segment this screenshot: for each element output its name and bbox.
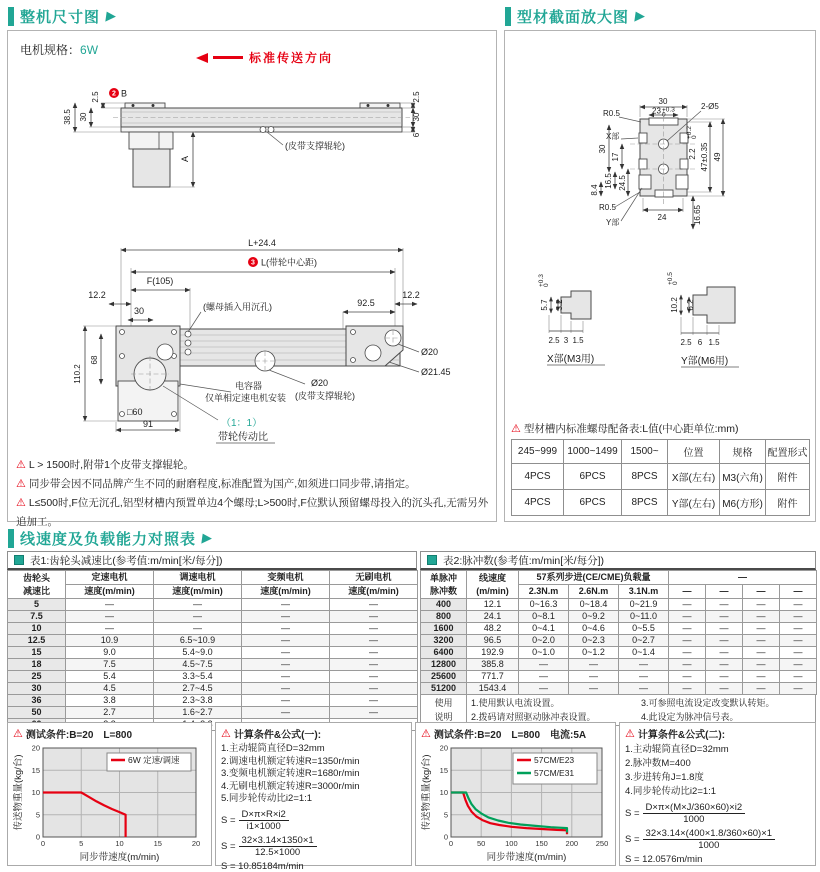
table-title-icon [427, 555, 437, 565]
table-row: 4PCS 6PCS 8PCS X部(左右) M3(六角) 附件 [512, 464, 810, 490]
table-row: 4PCS 6PCS 8PCS Y部(左右) M6(方形) 附件 [512, 490, 810, 516]
arrow-shaft [213, 56, 243, 59]
warning-icon: ⚠ [625, 728, 635, 740]
roller-label: (皮带支撑辊轮) [285, 141, 345, 151]
overall-title: 整机尺寸图 [20, 8, 101, 26]
svg-text:150: 150 [535, 839, 548, 848]
dim-label: 2.2 [688, 148, 697, 160]
svg-text:20: 20 [191, 839, 201, 848]
warning-icon: ⚠ [421, 728, 431, 740]
dim-label: 6.2 [686, 299, 695, 311]
support-roller [268, 127, 274, 133]
dim-label: R0.5 [599, 203, 616, 212]
play-icon: ▶ [201, 530, 214, 545]
table-row: 12.5 10.9 6.5~10.9 — — [8, 635, 418, 647]
note-line: ⚠ L≤500时,F位无沉孔,铝型材槽内预置单边4个螺母;L>500时,F位默认预留螺母投入的沉头孔,无需另外追加工。 [16, 497, 489, 528]
dim-label: 30 [412, 112, 421, 122]
dim-label: 2.5 [548, 336, 560, 345]
dim-label: F(105) [146, 276, 174, 286]
dim-label: 16.5 [604, 173, 613, 189]
ratio-name: 带轮传动比 [218, 432, 268, 443]
dim-label: 30 [79, 112, 88, 122]
play-icon: ▶ [634, 8, 647, 23]
dim-label: 8.4 [590, 184, 599, 196]
table2-title: 表2:脉冲数(参考值:m/min[米/每分]) [420, 551, 816, 570]
test-chart-panel-1 [7, 722, 212, 866]
bottom-slot [655, 190, 673, 197]
title-bar-icon [8, 529, 14, 548]
svg-text:0: 0 [443, 832, 448, 842]
x-slot-shape [561, 291, 591, 319]
table-row: 51200 1543.4 — — — — — — — [421, 683, 817, 695]
table1-header-row: 齿轮头 减速比 定速电机 调速电机 变频电机 无刷电机 [8, 571, 418, 585]
svg-text:3: 3 [251, 259, 255, 267]
table2-block [420, 551, 816, 726]
dim-label: 68 [90, 355, 99, 365]
dim-label: X部 [606, 132, 620, 141]
section-title-speed [8, 527, 212, 549]
support-roller [260, 127, 266, 133]
svg-text:10: 10 [439, 788, 448, 797]
nut-table-title: ⚠ 型材槽内标准螺母配备表:L值(中心距单位:mm) [511, 423, 739, 435]
capacitor-label: 电容器 [235, 381, 263, 391]
dim-label: 12.2 [402, 290, 420, 300]
dim-label: 1.5 [708, 338, 720, 347]
side-view-drawing [13, 71, 491, 234]
dim-label: 49 [713, 152, 722, 162]
dim-label: 12.2 [88, 290, 106, 300]
table-row: 30 4.5 2.7~4.5 — — [8, 683, 418, 695]
svg-text:+0.30: +0.3 0 [662, 106, 675, 119]
svg-text:5: 5 [79, 839, 84, 848]
calc-panel-1 [215, 722, 412, 872]
calc2-items: 1.主动辊筒直径D=32mm 2.脉冲数M=400 3.步进转角J=1.8度 4.同步轮传动比i2=1:1 [625, 744, 729, 797]
table2-subheader-row: 2.3N.m 2.6N.m 3.1N.m — — — — [421, 585, 817, 599]
svg-text:20: 20 [31, 743, 40, 753]
table-row: 12800 385.8 — — — — — — — [421, 659, 817, 671]
nut-table-header: 245~999 1000~1499 1500~ 位置 规格 配置形式 [512, 440, 810, 464]
dim-label: 47±0.35 [700, 142, 709, 172]
table-row: 36 3.8 2.3~3.8 — — [8, 695, 418, 707]
title-bar-icon [505, 7, 511, 26]
dim-label: 6 [412, 132, 421, 138]
dim-label: 30 [658, 97, 668, 106]
svg-text:10: 10 [31, 788, 40, 797]
svg-text:15: 15 [153, 839, 162, 848]
counterbore-hole [185, 340, 191, 346]
dim-label: Ø20 [311, 378, 329, 388]
table2 [420, 570, 817, 695]
table-row: 400 12.1 0~16.3 0~18.4 0~21.9 — — — — [421, 599, 817, 611]
dim-label: 92.5 [357, 298, 375, 308]
gearhead [129, 132, 173, 149]
nut-table-block [511, 421, 809, 516]
dim-label: 17 [611, 152, 620, 162]
note-line: ⚠ 同步带会因不同品牌产生不同的耐磨程度,标准配置为国产,如须进口同步带,请指定。 [16, 478, 416, 490]
dim-label: L+24.4 [248, 238, 276, 248]
calc1-title: ⚠ 计算条件&公式(一): [221, 728, 322, 741]
y-slot-shape [693, 287, 735, 323]
svg-text:0: 0 [35, 832, 40, 842]
svg-text:传送物重量(kg/台): 传送物重量(kg/台) [13, 754, 24, 831]
formula-result: S = 10.85184m/min [221, 860, 304, 872]
table-row: 15 9.0 5.4~9.0 — — [8, 647, 418, 659]
table1 [7, 570, 418, 731]
side-slot [639, 159, 647, 169]
svg-text:0: 0 [448, 839, 454, 848]
svg-text:5: 5 [443, 810, 448, 820]
test-chart-panel-2 [415, 722, 616, 866]
dim-label: L(带轮中心距) [261, 257, 317, 268]
svg-text:同步带速度(m/min): 同步带速度(m/min) [79, 852, 160, 863]
roller-label: (皮带支撑辊轮) [295, 391, 355, 401]
formula-2: S = $\frac{32\times 3.14\times 1350\times 1}{12.5\times 1000}$ [221, 835, 406, 858]
calc2-title: ⚠ 计算条件&公式(二): [625, 728, 726, 741]
table-row: 1600 48.2 0~4.1 0~4.6 0~5.5 — — — — [421, 623, 817, 635]
table-row: 10 — — — — [8, 623, 418, 635]
overall-dimension-panel [7, 30, 497, 528]
svg-text:57CM/E23: 57CM/E23 [534, 755, 575, 765]
svg-text:57CM/E31: 57CM/E31 [534, 768, 575, 778]
motor-spec-label: 电机规格： [20, 43, 81, 57]
end-plate-left [125, 103, 165, 108]
svg-text:2: 2 [112, 90, 116, 98]
formula-result: S = 12.0576m/min [625, 854, 703, 865]
dim-label: 2-Ø5 [701, 102, 719, 111]
svg-text:200: 200 [565, 839, 579, 848]
detail-y-drawing [663, 249, 813, 379]
direction-label: 标准传送方向 [249, 51, 334, 65]
warning-icon: ⚠ [511, 423, 521, 435]
table1-block [7, 551, 417, 731]
pulley-small [157, 344, 173, 360]
calc-panel-2 [619, 722, 816, 866]
dim-label: Ø20 [421, 347, 439, 357]
dim-label: 23 [652, 106, 661, 116]
ratio-label: （1：1） [221, 418, 263, 429]
svg-text:同步带速度(m/min): 同步带速度(m/min) [486, 852, 567, 863]
table-row: 3200 96.5 0~2.0 0~2.3 0~2.7 — — — — [421, 635, 817, 647]
detail-x-label: X部(M3用) [547, 354, 595, 365]
left-arrow-icon [196, 53, 208, 63]
table-row: 18 7.5 4.5~7.5 — — [8, 659, 418, 671]
counterbore-hole [185, 349, 191, 355]
table1-subheader-row: 速度(m/min) 速度(m/min) 速度(m/min) 速度(m/min) [8, 585, 418, 599]
end-plate-right [360, 103, 400, 108]
table-row: 25600 771.7 — — — — — — — [421, 671, 817, 683]
dim-label: A [180, 155, 190, 163]
x-slot [639, 133, 647, 143]
svg-text:6W 定速/调速: 6W 定速/调速 [128, 755, 180, 765]
notes [16, 456, 494, 532]
dim-label: 10.2 [670, 297, 679, 313]
motor-body [133, 149, 170, 187]
profile-title: 型材截面放大图 [517, 8, 630, 26]
dim-label: 30 [598, 144, 607, 154]
dim-label: 3 [563, 336, 569, 345]
warning-icon: ⚠ [16, 478, 26, 490]
table-title-icon [14, 555, 24, 565]
table-row: 5 — — — — [8, 599, 418, 611]
detail-y-label: Y部(M6用) [681, 356, 729, 367]
dim-label: 30 [133, 306, 145, 316]
y-slot [639, 175, 651, 189]
title-bar-icon [8, 7, 14, 26]
table1-title: 表1:齿轮头减速比(参考值:m/min[米/每分]) [7, 551, 417, 570]
dim-label: 2.5 [412, 91, 421, 103]
svg-text:10: 10 [115, 839, 124, 848]
speed-title: 线速度及负载能力对照表 [20, 530, 197, 548]
load-speed-chart-2 [421, 741, 612, 863]
dim-label: 110.2 [73, 364, 82, 384]
capacitor-note: 仅单相定速电机安装 [205, 393, 287, 403]
transfer-direction [196, 49, 333, 66]
warning-icon: ⚠ [16, 459, 26, 471]
motor-spec-value: 6W [80, 43, 99, 57]
formula-2: S = $\frac{32\times 3.14\times(400\times 1.8/360\times 60)\times 1}{1000}$ [625, 828, 810, 851]
dim-label: Ø21.45 [421, 367, 451, 377]
svg-text:250: 250 [595, 839, 609, 848]
note-line: ⚠ L > 1500时,附带1个皮带支撑辊轮。 [16, 459, 194, 471]
dim-label: Y部 [606, 218, 620, 227]
dim-label: B [121, 88, 128, 99]
table2-header-row: 单脉冲 脉冲数 线速度 (m/min) 57系列步进(CE/CME)负载量 — [421, 571, 817, 585]
plan-view-drawing [13, 234, 491, 449]
calc1-items: 1.主动辊筒直径D=32mm 2.调速电机额定转速R=1350r/min 3.变频电机额定转速R=1680r/min 4.无刷电机额定转速R=3000r/min 5.同步轮传动比i2=1:1 [221, 743, 360, 804]
profile-section-panel [504, 30, 816, 522]
detail-x-drawing [533, 249, 678, 379]
dim-label: 16.65 [693, 204, 702, 226]
warning-icon: ⚠ [221, 728, 231, 740]
dim-label: 6 [697, 338, 703, 347]
svg-text:+0.20: +0.20 [686, 126, 698, 139]
table-row: 6400 192.9 0~1.0 0~1.2 0~1.4 — — — — [421, 647, 817, 659]
warning-icon: ⚠ [13, 728, 23, 740]
side-slot [676, 175, 688, 189]
dim-label: 5.7 [540, 299, 549, 311]
dim-label: 2.5 [91, 91, 100, 103]
dim-label: 3.2 [555, 299, 564, 311]
svg-text:20: 20 [439, 743, 448, 753]
table-row: 50 2.7 1.6~2.7 — — [8, 707, 418, 719]
motor-spec [20, 41, 98, 58]
svg-text:15: 15 [31, 765, 40, 775]
svg-text:+0.50: +0.50 [667, 272, 679, 285]
dim-label: 24.5 [618, 175, 627, 191]
nut-table [511, 439, 810, 516]
section-title-profile [505, 5, 645, 27]
dim-label: □60 [127, 407, 143, 417]
dim-label: 91 [142, 419, 154, 429]
dim-label: 2.5 [680, 338, 692, 347]
dim-label: 24 [657, 213, 667, 222]
svg-text:50: 50 [477, 839, 486, 848]
side-slot [680, 159, 688, 169]
test1-title: ⚠ 测试条件:B=20 L=800 [13, 728, 133, 741]
svg-text:5: 5 [35, 810, 40, 820]
table-row: 25 5.4 3.3~5.4 — — [8, 671, 418, 683]
load-speed-chart-1 [13, 741, 206, 863]
svg-text:+0.30: +0.30 [538, 274, 550, 287]
dim-label: 1.5 [572, 336, 584, 345]
usage-notes: 使用 说明 1.使用默认电流设置。 3.可参照电流设定改变默认转矩。 2.拨码请对照驱动脉冲表设置。 4.此设定为脉冲信号表。 [420, 695, 816, 726]
warning-icon: ⚠ [16, 497, 26, 509]
test2-title: ⚠ 测试条件:B=20 L=800 电流:5A [421, 728, 587, 741]
dim-label: 38.5 [63, 109, 72, 125]
counterbore-label: (螺母插入用沉孔) [203, 302, 272, 312]
formula-1: S = $\frac{D\times\pi\times(M\times J/360\times 60)\times i2}{1000}$ [625, 802, 810, 825]
table-row: 800 24.1 0~8.1 0~9.2 0~11.0 — — — — [421, 611, 817, 623]
table-row: 7.5 — — — — [8, 611, 418, 623]
section-title-overall [8, 5, 116, 27]
play-icon: ▶ [105, 8, 118, 23]
cross-section-drawing [505, 59, 815, 247]
rail-body [121, 108, 402, 127]
svg-text:传送物重量(kg/台): 传送物重量(kg/台) [421, 754, 432, 831]
svg-text:100: 100 [505, 839, 518, 848]
svg-text:0: 0 [40, 839, 46, 848]
formula-1: S = $\frac{D\times\pi\times R\times i2}{i1\times 1000}$ [221, 809, 406, 832]
svg-text:15: 15 [439, 765, 448, 775]
dim-label: R0.5 [603, 109, 620, 118]
pulley-right2 [365, 345, 381, 361]
